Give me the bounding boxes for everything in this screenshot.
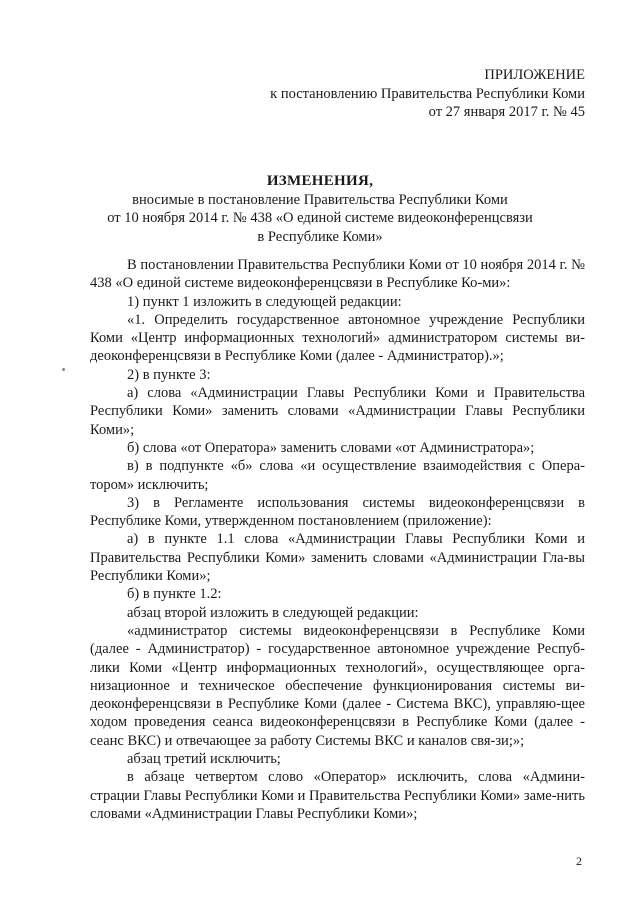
scan-speck xyxy=(62,368,65,371)
paragraph: 2) в пункте 3: xyxy=(127,366,211,383)
paragraph: в) в подпункте «б» слова «и осуществление взаимодействия с Опера-тором» исключить; xyxy=(90,458,585,493)
paragraph: в абзаце четвертом слово «Оператор» исключить, слова «Админи-страции Главы Республики Коми и Правительства Республики Коми» заме-нить словами «Администрации Главы Республики Коми»; xyxy=(90,769,585,822)
heading-line-2: от 10 ноября 2014 г. № 438 «О единой системе видеоконференцсвязи xyxy=(107,210,533,226)
paragraph: В постановлении Правительства Республики Коми от 10 ноября 2014 г. № 438 «О единой системе видеоконференцсвязи в Республике Ко-ми»: xyxy=(90,257,585,292)
paragraph: абзац второй изложить в следующей редакции: xyxy=(127,604,419,621)
appendix-date: от 27 января 2017 г. № 45 xyxy=(428,104,585,120)
paragraph: 1) пункт 1 изложить в следующей редакции: xyxy=(127,293,402,310)
appendix-reference: к постановлению Правительства Республики Коми xyxy=(270,85,585,102)
heading-line-3: в Республике Коми» xyxy=(257,228,383,245)
paragraph: абзац третий исключить; xyxy=(127,751,281,768)
document-heading xyxy=(100,172,540,246)
page-number: 2 xyxy=(576,854,582,868)
appendix-title: ПРИЛОЖЕНИЕ xyxy=(484,67,585,83)
appendix-block xyxy=(270,66,585,122)
paragraph: а) в пункте 1.1 слова «Администрации Главы Республики Коми и Правительства Республики Коми» заменить словами «Администрации Гла-вы Республики Коми»; xyxy=(90,531,585,585)
paragraph: а) слова «Администрации Главы Республики Коми и Правительства Республики Коми» заменить словами «Администрации Главы Республики Коми»; xyxy=(90,385,585,438)
paragraph: б) в пункте 1.2: xyxy=(127,586,222,603)
paragraph: «1. Определить государственное автономное учреждение Республики Коми «Центр информационных технологий» администратором системы ви-деоконференцсвязи в Республике Коми (далее - Администратор).»; xyxy=(90,311,585,365)
paragraph: 3) в Регламенте использования системы видеоконференцсвязи в Республике Коми, утвержденном постановлением (приложение): xyxy=(90,494,585,530)
document-body xyxy=(90,256,585,823)
paragraph: «администратор системы видеоконференцсвязи в Республике Коми (далее - Администратор) - государственное автономное учреждение Респуб-лики Коми «Центр информационных технологий», осуществляющее орга-низационное и техническое обеспечение функционирования системы ви-деоконференцсвязи в Республике Коми (далее - Система ВКС), управляю-щее ходом проведения сеанса видеоконференцсвязи в Республике Коми (далее - сеанс ВКС) и отвечающее за работу Системы ВКС и каналов свя-зи;»; xyxy=(90,622,585,749)
paragraph: б) слова «от Оператора» заменить словами «от Администратора»; xyxy=(127,439,535,456)
heading-title: ИЗМЕНЕНИЯ, xyxy=(266,173,374,189)
heading-line-1: вносимые в постановление Правительства Республики Коми xyxy=(132,191,508,208)
